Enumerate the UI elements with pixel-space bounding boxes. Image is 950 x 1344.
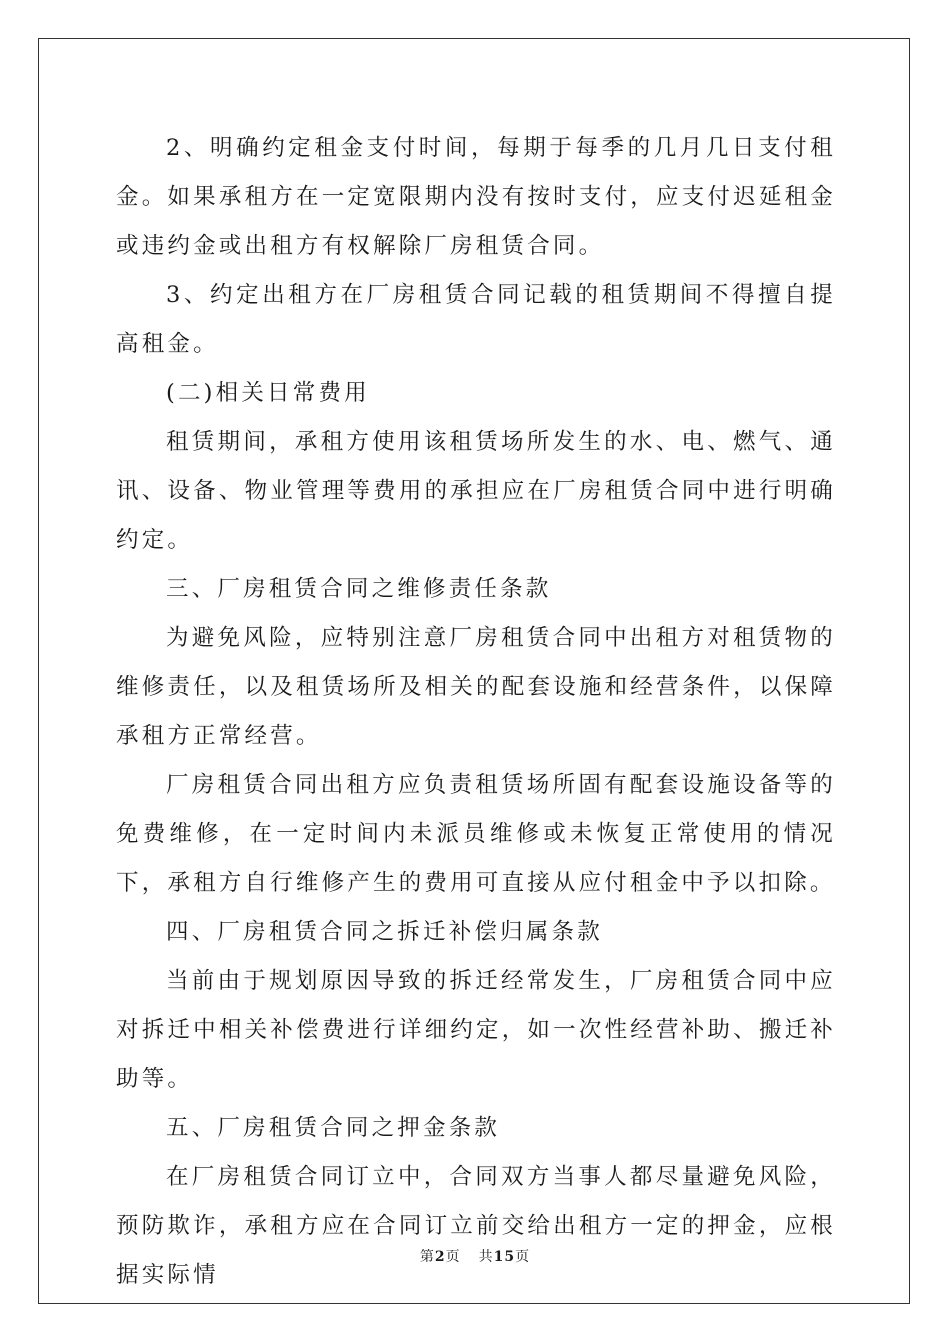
- footer-page-total: 15: [493, 1249, 516, 1265]
- heading-deposit-clause: 五、厂房租赁合同之押金条款: [166, 1115, 501, 1141]
- paragraph-demolition-compensation: 当前由于规划原因导致的拆迁经常发生，厂房租赁合同中应对拆迁中相关补偿费进行详细约定，如一次性经营补助、搬迁补助等。: [116, 968, 836, 1092]
- paragraph-daily-expenses: 租赁期间，承租方使用该租赁场所发生的水、电、燃气、通讯、设备、物业管理等费用的承担应在厂房租赁合同中进行明确约定。: [116, 429, 836, 553]
- paragraph-no-rent-increase: 3、约定出租方在厂房租赁合同记载的租赁期间不得擅自提高租金。: [116, 282, 836, 357]
- footer-page-suffix: 页: [445, 1249, 461, 1265]
- paragraph-rent-payment-time: 2、明确约定租金支付时间，每期于每季的几月几日支付租金。如果承租方在一定宽限期内没有按时支付，应支付迟延租金或违约金或出租方有权解除厂房租赁合同。: [116, 135, 836, 259]
- paragraph-free-maintenance: 厂房租赁合同出租方应负责租赁场所固有配套设施设备等的免费维修，在一定时间内未派员维修或未恢复正常使用的情况下，承租方自行维修产生的费用可直接从应付租金中予以扣除。: [116, 772, 836, 896]
- document-body: [116, 124, 836, 1300]
- footer-total-prefix: 共: [478, 1249, 494, 1265]
- heading-maintenance-clause: 三、厂房租赁合同之维修责任条款: [166, 576, 552, 602]
- heading-daily-expenses: (二)相关日常费用: [166, 380, 370, 406]
- paragraph-deposit: 在厂房租赁合同订立中，合同双方当事人都尽量避免风险，预防欺诈，承租方应在合同订立前交给出租方一定的押金，应根据实际情: [116, 1164, 836, 1288]
- footer-total-suffix: 页: [515, 1249, 531, 1265]
- footer-page-current: 2: [434, 1249, 446, 1265]
- page-footer: [0, 1246, 950, 1266]
- heading-demolition-clause: 四、厂房租赁合同之拆迁补偿归属条款: [166, 919, 603, 945]
- footer-page-prefix: 第: [419, 1249, 435, 1265]
- paragraph-maintenance-risk: 为避免风险，应特别注意厂房租赁合同中出租方对租赁物的维修责任，以及租赁场所及相关的配套设施和经营条件，以保障承租方正常经营。: [116, 625, 836, 749]
